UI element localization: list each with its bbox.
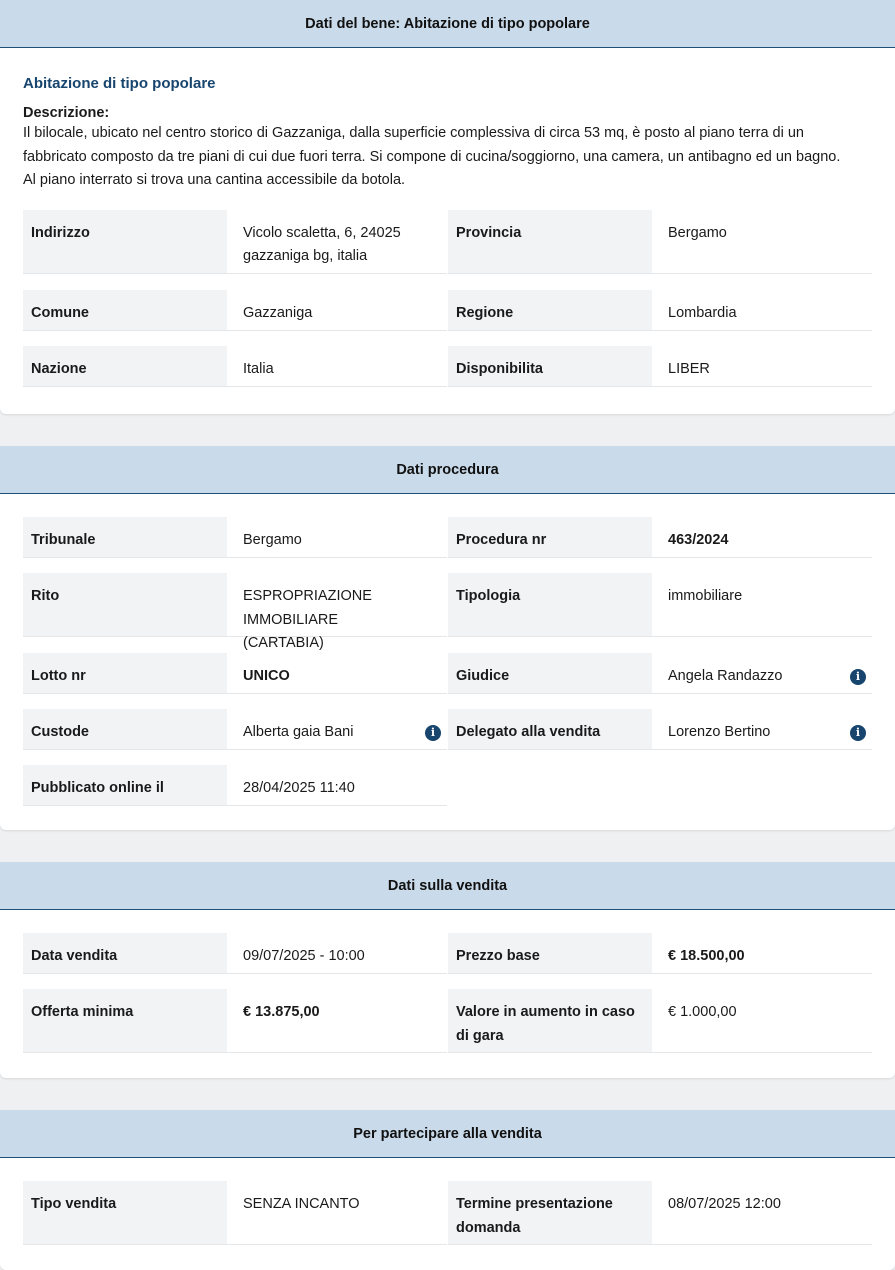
rito-value	[227, 573, 447, 651]
sale-panel	[0, 862, 895, 1078]
regione-label: Regione	[448, 290, 652, 331]
aumento-value: € 1.000,00	[652, 989, 872, 1053]
participate-details-grid	[23, 1181, 872, 1247]
aumento-label	[448, 989, 652, 1053]
pubblicato-label: Pubblicato online il	[23, 765, 227, 806]
data-vendita-value: 09/07/2025 - 10:00	[227, 933, 447, 974]
custode-value	[227, 709, 447, 750]
nazione-label: Nazione	[23, 346, 227, 387]
disponibilita-label: Disponibilita	[448, 346, 652, 387]
description-text	[23, 122, 872, 193]
lotto-label: Lotto nr	[23, 653, 227, 694]
tribunale-value: Bergamo	[227, 517, 447, 558]
lotto-value: UNICO	[227, 653, 447, 694]
participate-panel	[0, 1110, 895, 1270]
tribunale-label: Tribunale	[23, 517, 227, 558]
property-panel	[0, 0, 895, 414]
comune-value: Gazzaniga	[227, 290, 447, 331]
termine-label-line: Termine presentazione	[456, 1196, 613, 1212]
offerta-minima-label: Offerta minima	[23, 989, 227, 1053]
giudice-value	[652, 653, 872, 694]
property-panel-header	[0, 0, 895, 48]
rito-label: Rito	[23, 573, 227, 637]
description-label: Descrizione:	[23, 105, 110, 121]
prezzo-base-value: € 18.500,00	[652, 933, 872, 974]
procedure-details-grid	[23, 517, 872, 809]
custode-name: Alberta gaia Bani	[243, 724, 354, 740]
termine-label-line: domanda	[456, 1219, 521, 1236]
tipo-vendita-label: Tipo vendita	[23, 1181, 227, 1245]
nazione-value: Italia	[227, 346, 447, 387]
prezzo-base-label: Prezzo base	[448, 933, 652, 974]
sale-panel-title: Dati sulla vendita	[387, 877, 508, 894]
tipo-vendita-value: SENZA INCANTO	[227, 1181, 447, 1245]
procedure-panel-header	[0, 446, 895, 494]
aumento-label-line: Valore in aumento in caso	[456, 1004, 635, 1020]
delegato-value	[652, 709, 872, 750]
delegato-info-icon[interactable]: i	[850, 725, 866, 741]
data-vendita-label: Data vendita	[23, 933, 227, 974]
procedure-panel-title: Dati procedura	[396, 461, 499, 478]
pubblicato-value: 28/04/2025 11:40	[227, 765, 447, 806]
procedura-value: 463/2024	[652, 517, 872, 558]
participate-panel-header	[0, 1110, 895, 1158]
participate-panel-title: Per partecipare alla vendita	[353, 1125, 542, 1142]
custode-info-icon[interactable]: i	[425, 725, 441, 741]
delegato-name: Lorenzo Bertino	[668, 724, 771, 740]
regione-value: Lombardia	[652, 290, 872, 331]
procedure-panel	[0, 446, 895, 830]
rito-line: IMMOBILIARE (CARTABIA)	[243, 611, 339, 651]
giudice-info-icon[interactable]: i	[850, 669, 866, 685]
giudice-label: Giudice	[448, 653, 652, 694]
termine-label	[448, 1181, 652, 1245]
indirizzo-label: Indirizzo	[23, 210, 227, 274]
rito-line: ESPROPRIAZIONE	[243, 588, 372, 604]
offerta-minima-value: € 13.875,00	[227, 989, 447, 1053]
sale-panel-header	[0, 862, 895, 910]
property-type-title: Abitazione di tipo popolare	[23, 75, 216, 92]
tipologia-value: immobiliare	[652, 573, 872, 637]
property-details-grid	[23, 210, 872, 390]
indirizzo-value	[227, 210, 447, 274]
disponibilita-value: LIBER	[652, 346, 872, 387]
sale-details-grid	[23, 933, 872, 1057]
comune-label: Comune	[23, 290, 227, 331]
tipologia-label: Tipologia	[448, 573, 652, 637]
description-line: Il bilocale, ubicato nel centro storico di Gazzaniga, dalla superficie complessiva di circa 53 mq, è posto al piano terra di un	[23, 125, 804, 141]
indirizzo-line: gazzaniga bg, italia	[243, 248, 368, 264]
aumento-label-line: di gara	[456, 1027, 504, 1044]
provincia-value: Bergamo	[652, 210, 872, 274]
custode-label: Custode	[23, 709, 227, 750]
description-line: fabbricato composto da tre piani di cui due fuori terra. Si compone di cucina/soggiorno, una camera, un antibagno ed un bagno.	[23, 148, 841, 165]
property-panel-title: Dati del bene: Abitazione di tipo popolare	[305, 15, 590, 32]
termine-value: 08/07/2025 12:00	[652, 1181, 872, 1245]
delegato-label: Delegato alla vendita	[448, 709, 652, 750]
description-line: Al piano interrato si trova una cantina accessibile da botola.	[23, 172, 406, 188]
provincia-label: Provincia	[448, 210, 652, 274]
giudice-name: Angela Randazzo	[668, 668, 783, 684]
indirizzo-line: Vicolo scaletta, 6, 24025	[243, 224, 401, 241]
procedura-label: Procedura nr	[448, 517, 652, 558]
